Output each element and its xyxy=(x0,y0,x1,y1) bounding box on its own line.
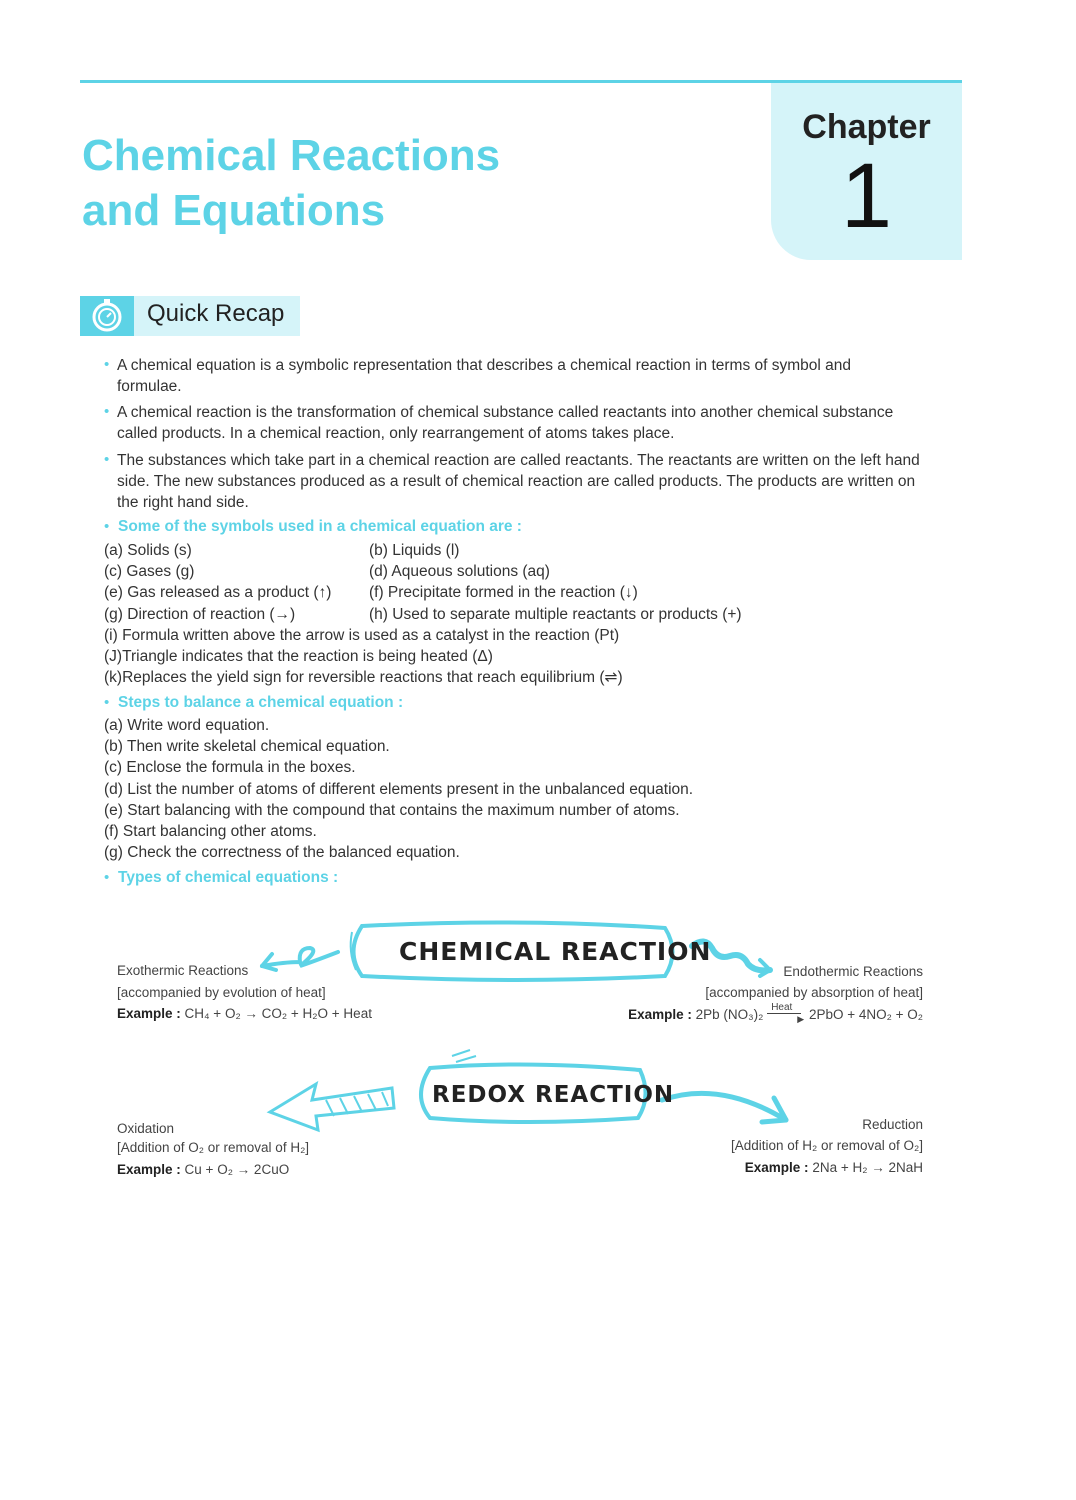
bullet-text: called products. In a chemical reaction, only rearrangement of atoms takes place. xyxy=(117,425,675,442)
exothermic-equation: CH₄ + O₂ → CO₂ + H₂O + Heat xyxy=(184,1006,372,1021)
symbol-item: (f) Precipitate formed in the reaction (↓) xyxy=(369,584,638,601)
steps-heading: Steps to balance a chemical equation : xyxy=(118,694,404,711)
stopwatch-icon xyxy=(80,296,134,336)
symbol-item: (k)Replaces the yield sign for reversible reactions that reach equilibrium (⇌) xyxy=(104,669,623,686)
endothermic-desc: [accompanied by absorption of heat] xyxy=(705,985,923,1000)
symbol-item: (d) Aqueous solutions (aq) xyxy=(369,563,550,580)
bullet-text: the right hand side. xyxy=(117,494,249,511)
bullet-text: formulae. xyxy=(117,378,182,395)
step-item: (e) Start balancing with the compound that contains the maximum number of atoms. xyxy=(104,802,680,819)
exothermic-example xyxy=(117,1003,372,1024)
example-label: Example : xyxy=(628,1007,692,1022)
heat-arrow: Heat ▶ xyxy=(767,1009,805,1019)
endothermic-reactant: 2Pb (NO₃)₂ xyxy=(695,1007,764,1022)
oxidation-equation: Cu + O₂ → 2CuO xyxy=(184,1162,290,1177)
bullet-text: A chemical equation is a symbolic representation that describes a chemical reaction in terms of symbol and xyxy=(117,357,852,374)
bullet-dot: • xyxy=(104,451,110,468)
chapter-number: 1 xyxy=(840,145,893,247)
oxidation-desc: [Addition of O₂ or removal of H₂] xyxy=(117,1140,310,1155)
oxidation-title: Oxidation xyxy=(117,1121,175,1136)
oxidation-example xyxy=(117,1159,289,1180)
symbol-item: (e) Gas released as a product (↑) xyxy=(104,584,332,601)
reduction-equation: 2Na + H₂ → 2NaH xyxy=(812,1160,923,1175)
symbol-item: (h) Used to separate multiple reactants or products (+) xyxy=(369,606,742,623)
bullet-dot: • xyxy=(104,869,110,886)
step-item: (g) Check the correctness of the balanced equation. xyxy=(104,844,460,861)
reduction-example xyxy=(745,1157,923,1178)
step-item: (a) Write word equation. xyxy=(104,717,270,734)
symbols-heading: Some of the symbols used in a chemical equation are : xyxy=(118,518,522,535)
step-item: (f) Start balancing other atoms. xyxy=(104,823,317,840)
reduction-desc: [Addition of H₂ or removal of O₂] xyxy=(730,1138,923,1153)
step-item: (b) Then write skeletal chemical equation. xyxy=(104,738,390,755)
title-line-1: Chemical Reactions xyxy=(82,131,501,180)
bullet-text: A chemical reaction is the transformation of chemical substance called reactants into another chemical substance xyxy=(117,404,894,421)
redox-reaction-label: REDOX REACTION xyxy=(432,1082,675,1108)
bullet-dot: • xyxy=(104,403,110,420)
bullet-text: The substances which take part in a chemical reaction are called reactants. The reactants are written on the left hand xyxy=(117,452,920,469)
bullet-text: side. The new substances produced as a result of chemical reaction are called products. The products are written on xyxy=(117,473,916,490)
endothermic-example xyxy=(628,1004,923,1025)
exothermic-desc: [accompanied by evolution of heat] xyxy=(117,985,326,1000)
bullet-dot: • xyxy=(104,694,110,711)
chapter-label: Chapter xyxy=(802,108,931,146)
example-label: Example : xyxy=(744,1160,809,1175)
bullet-dot: • xyxy=(104,518,110,535)
endothermic-products: 2PbO + 4NO₂ + O₂ xyxy=(808,1007,923,1022)
symbol-item: (b) Liquids (l) xyxy=(369,542,460,559)
step-item: (c) Enclose the formula in the boxes. xyxy=(104,759,356,776)
symbol-item: (c) Gases (g) xyxy=(104,563,195,580)
page-title xyxy=(82,128,500,238)
example-label: Example : xyxy=(117,1006,181,1021)
quick-recap-label: Quick Recap xyxy=(147,300,285,327)
title-line-2: and Equations xyxy=(82,186,386,235)
bullet-dot: • xyxy=(104,356,110,373)
symbol-item: (a) Solids (s) xyxy=(104,542,192,559)
exothermic-title: Exothermic Reactions xyxy=(117,963,249,978)
reduction-title: Reduction xyxy=(862,1117,923,1132)
example-label: Example : xyxy=(117,1162,181,1177)
chemical-reaction-label: CHEMICAL REACTION xyxy=(399,937,712,966)
endothermic-title: Endothermic Reactions xyxy=(783,964,923,979)
symbol-item: (g) Direction of reaction (→) xyxy=(104,606,296,623)
types-heading: Types of chemical equations : xyxy=(118,869,339,886)
symbol-item: (J)Triangle indicates that the reaction is being heated (Δ) xyxy=(104,648,493,665)
heat-label: Heat xyxy=(771,1002,793,1013)
symbol-item: (i) Formula written above the arrow is used as a catalyst in the reaction (Pt) xyxy=(104,627,620,644)
step-item: (d) List the number of atoms of different elements present in the unbalanced equation. xyxy=(104,781,694,798)
